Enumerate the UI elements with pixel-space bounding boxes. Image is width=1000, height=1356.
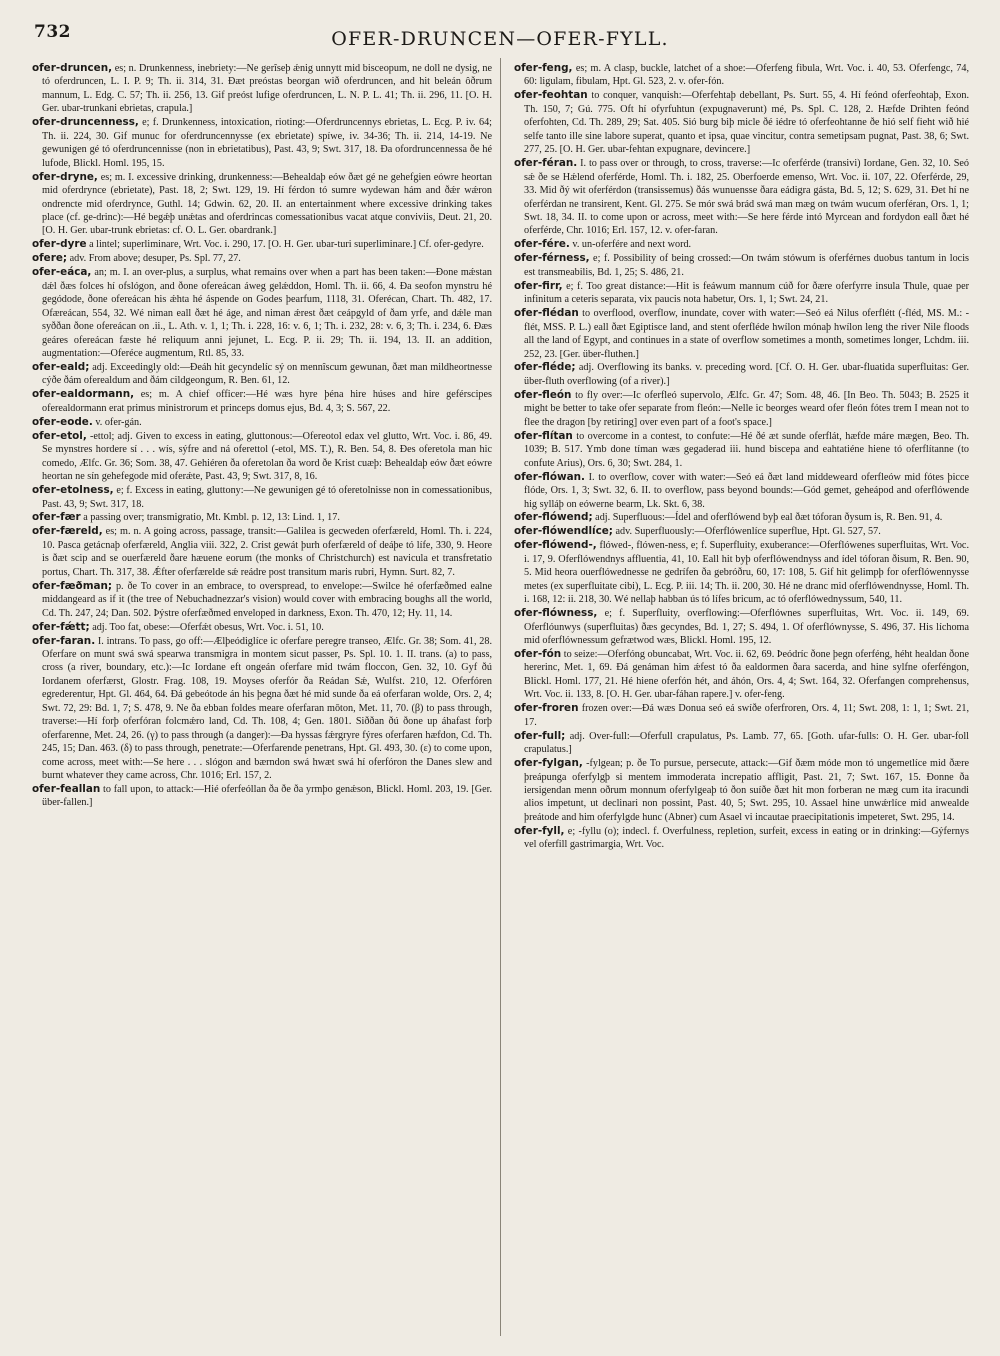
entry-headword: ofer-féran.: [514, 157, 578, 170]
dictionary-entry: [32, 238, 492, 251]
entry-definition: v. ofer-gán.: [92, 416, 142, 428]
running-title: OFER-DRUNCEN—OFER-FYLL.: [331, 28, 669, 50]
entry-definition: es; m. A chief officer:—Hé wæs hyre þéna hire húses and hire geférscipes oferealdormann erat primus ministrorum et princeps domus ejus, Bd. 4, 3; S. 567, 22.: [42, 389, 492, 414]
dictionary-entry: [514, 307, 969, 361]
dictionary-entry: [514, 62, 969, 89]
entry-headword: ofer-feohtan: [514, 89, 588, 102]
entry-headword: ofer-ealdormann,: [32, 388, 135, 401]
entry-headword: ofer-feallan: [32, 783, 101, 796]
dictionary-entry: [514, 511, 969, 524]
dictionary-entry: [32, 621, 492, 634]
entry-definition: v. un-oferfére and next word.: [569, 239, 692, 251]
entry-headword: ofer-flówend-,: [514, 539, 597, 552]
dictionary-entry: [32, 580, 492, 620]
page-number: 732: [34, 22, 71, 42]
dictionary-entry: [514, 280, 969, 307]
entry-definition: to seize:—Oferfóng obuncabat, Wrt. Voc. ii. 62, 69. Þeódríc ðone þegn oferféng, héht healdan ðone hererinc, Met. 1, 69. Ðá genáman him ǽfest tó ða ealdormen ðara sacerda, and hine sylfne oferféngon, Blickl. Homl. 177, 21. Hé hiene oferfón hét, and áhón, Ors. 4, 4; Swt. 164, 32. Oferfangen comprehensus, Wrt. Voc. ii. 133, 8. [O. H. Ger. ubar-fáhan rapere.] v. ofer-feng.: [524, 648, 969, 701]
entry-headword: ofer-flédan: [514, 307, 579, 320]
entry-headword: ofer-dyre: [32, 238, 87, 251]
entry-headword: ofer-faran.: [32, 634, 96, 647]
dictionary-entry: [32, 361, 492, 388]
entry-headword: ofer-fleón: [514, 388, 572, 401]
dictionary-entry: [32, 266, 492, 360]
entry-definition: to conquer, vanquish:—Oferfehtaþ debellant, Ps. Surt. 55, 4. Hí feónd oferfeohtaþ, Exon. Th. 150, 7; Gú. 775. Oft hí ofyrfuhtun (expugnaverunt) mé, Ps. Spl. C. 128, 2. Hæfde Drihten feónd oferfohten, Cd. Th. 289, 29; Sat. 405. Sió burg biþ micle ðé iédre tó oferfeohtanne ðe hió self fieht wið hié selfe tanto ille sine labore superat, quanto et ipsa, quae vincitur, contra semetipsam pugnat, Past. 38, 6; Swt. 277, 25. [O. H. Ger. ubar-fehtan expugnare, devincere.]: [524, 90, 969, 156]
entry-headword: ofer-flítan: [514, 429, 573, 442]
entry-definition: e; -fyllu (o); indecl. f. Overfulness, repletion, surfeit, excess in eating or in drinking:—Gýfernys vel oferfill gastrimargia, Wrt. Voc.: [524, 825, 969, 851]
dictionary-entry: [32, 484, 492, 511]
entry-headword: ofer-eáca,: [32, 266, 92, 279]
entry-definition: e; f. Excess in eating, gluttony:—Ne gewunigen gé tó oferetolnisse non in comessationibus, Past. 43, 9; Swt. 317, 18.: [42, 485, 492, 510]
dictionary-entry: [32, 171, 492, 238]
dictionary-entry: [32, 635, 492, 783]
dictionary-entry: [32, 252, 492, 265]
left-column: [32, 62, 492, 1340]
entry-definition: adj. Too fat, obese:—Oferfǽt obesus, Wrt. Voc. i. 51, 10.: [89, 621, 324, 633]
entry-definition: I. to overflow, cover with water:—Seó eá ðæt land middeweard oferfleów mid fótes þicce flóde, Ors. 1, 3; Swt. 32, 6. II. to overflow, pass beyond bounds:—Gód gemet, geheápod and oferflówende hig sylláþ on eówerne bearm, Lk. Skt. 6, 38.: [524, 471, 969, 510]
right-column: [514, 62, 969, 1340]
entry-headword: ofer-fléde;: [514, 361, 576, 374]
entry-headword: ofer-eode.: [32, 415, 93, 428]
dictionary-entry: [32, 430, 492, 484]
entry-definition: a passing over; transmigratio, Mt. Kmbl. p. 12, 13: Lind. 1, 17.: [80, 512, 340, 524]
entry-headword: ofer-full;: [514, 729, 566, 742]
entry-headword: ofer-férness,: [514, 252, 590, 265]
dictionary-entry: [514, 157, 969, 238]
entry-headword: ofer-firr,: [514, 279, 563, 292]
dictionary-entry: [514, 757, 969, 824]
dictionary-entry: [514, 607, 969, 647]
entry-headword: ofer-flówend;: [514, 511, 593, 524]
entry-definition: to overcome in a contest, to confute:—Hé ðé æt sunde oferflát, hæfde máre mægen, Beo. Th. 1039; B. 517. Ymb done tíman wæs gegaderad iii. hund biscepa and eahtatiéne hiene tó oferflítanne (to confute Arius), Ors. 6, 30; Swt. 284, 1.: [524, 430, 969, 469]
entry-headword: ofer-fyll,: [514, 824, 565, 837]
entry-definition: to overflood, overflow, inundate, cover with water:—Seó eá Nilus oferflétt (-fléd, MS. M.: -flét, MSS. P. L.) eall ðæt Egiptisce land, and stent oferfléde hwílon mónaþ hwílon leng the river Nile floods all the land of Egypt, and continues in a state of overflow sometimes a month, sometimes longer, Lchdm. iii. 252, 23. [Ger. über-fluthen.]: [524, 308, 969, 360]
entry-definition: es; m. I. excessive drinking, drunkenness:—Behealdaþ eów ðæt gé ne gehefgien eówre heortan mid oferdrynce (ebrietate), Past. 18, 2; Swt. 129, 19. Hí férdon tó sumre wydewan hám and ðǽr wǽron ondrencte mid oferdrynce, Guthl. 14; Gdwin. 62, 20. II. an entertainment where excessive drinking takes place (cf. ge-drinc):—Hé begǽþ unǽtas and oferdrincas comessationibus vacat atque conviviis, Deut. 21, 20. [O. H. Ger. ubar-trunk ebrietas: cf. O. L. Ger. obardrank.]: [42, 171, 492, 237]
entry-headword: ofer-etolness,: [32, 484, 114, 497]
entry-headword: ofere;: [32, 252, 68, 265]
dictionary-entry: [514, 525, 969, 538]
entry-definition: p. ðe To cover in an embrace, to overspread, to envelope:—Swilce hé oferfæðmed ealne middangeard as if it (the tree of Nebuchadnezzar's vision) would cover with embracing boughs all the world, Cd. Th. 247, 24; Dan. 502. Þýstre oferfæðmed enveloped in darkness, Exon. Th. 470, 12; Hy. 11, 14.: [42, 580, 492, 619]
entry-headword: ofer-flówendlíce;: [514, 525, 613, 538]
entry-definition: -ettol; adj. Given to excess in eating, gluttonous:—Ofereotol edax vel glutto, Wrt. Voc. i. 86, 49. Se mynstres hordere sí . . . wís, sýfre and ná oferettol (-etol, MS. T.), R. Ben. 54, 8. Ðes oferetola man hic comedo, Ælfc. Gr. 36; Som. 38, 47. Gehiéren ða oferetolan ða word ðe Krist cuæþ: Behealdaþ eów ðæt eówre heortan ne sín gehefegode mid oferǽte, Past. 43, 9; Swt. 317, 8, 16.: [42, 430, 492, 483]
entry-headword: ofer-flówan.: [514, 470, 585, 483]
entry-definition: e; f. Possibility of being crossed:—On twám stówum is oferférnes duobus tantum in locis est transmeabilis, Bd. 1, 25; S. 486, 21.: [524, 253, 969, 278]
dictionary-entry: [514, 730, 969, 757]
entry-definition: adj. Superfluous:—Ídel and oferflówend byþ eal ðæt tóforan ðysum is, R. Ben. 91, 4.: [592, 512, 943, 524]
entry-headword: ofer-eald;: [32, 360, 90, 373]
dictionary-entry: [514, 361, 969, 388]
entry-definition: to fly over:—Ic oferfleó supervolo, Ælfc. Gr. 47; Som. 48, 46. [In Beo. Th. 5043; B. 2525 it might be better to take ofer separate from fleón:—Nelle ic beorges weard ofer fleón fótes trem I mean not to flee the dragon [by retiring] over even part of a foot's space.]: [524, 389, 969, 428]
entry-definition: I. intrans. To pass, go off:—Ælþeódiglíce ic oferfare peregre transeo, Ælfc. Gr. 38; Som. 41, 28. Oferfare on munt swá swá spearwa transmigra in montem sicut passer, Ps. Spl. 10. 1. II. trans. (a) to pass, cross (a river, boundary, etc.):—Ic Iordane eft ongeán oferfare mid twám floccon, Gen. 32, 10. Gyf ðú Iordanem oferfærst, Glostr. Frag. 108, 19. Moyses oferfór ða Reádan Sǽ, Wulfst. 210, 12. Oferfóren egrederentur, Hpt. Gl. 464, 64. Ðá gebeótode án his þegna ðæt hé mid sunde ða eá oferfaran wolde, Ors. 2, 4; Swt. 72, 29: Bd. 1, 7; S. 478, 9. Ne ða ebban foldes meare oferfaran mōton, Met. 11, 70. (β) to pass through, traverse:—Hí forþ oferfóran folcmǽro land, Cd. Th. 108, 4; Gen. 1801. Siððan ðú ðone up áhafast forþ oferfarenne, Met. 24, 26. (γ) to pass through (a danger):—Ða hyssas fǽrgryre fýres oferfaren hæfdon, Cd. Th. 245, 15; Dan. 463. (δ) to pass through, penetrate:—Oferfarende penetrans, Hpt. Gl. 493, 30. (ε) to come upon, come across, meet with:—Se here . . . slógon and bærndon swá hwæt swá hí oferfóron the Danes slew and burnt whatever they came across, Chr. 1016; Erl. 157, 2.: [42, 635, 492, 782]
entry-headword: ofer-færeld,: [32, 525, 103, 538]
dictionary-entry: [514, 702, 969, 729]
column-divider: [500, 58, 501, 1336]
entry-headword: ofer-feng,: [514, 62, 573, 74]
dictionary-entry: [32, 416, 492, 429]
entry-definition: adj. Over-full:—Oferfull crapulatus, Ps. Lamb. 77, 65. [Goth. ufar-fulls: O. H. Ger. ubar-foll crapulatus.]: [524, 730, 969, 756]
entry-definition: frozen over:—Ðá wæs Donua seó eá swíðe oferfroren, Ors. 4, 11; Swt. 208, 1: 1, 1; Swt. 21, 17.: [524, 703, 969, 728]
dictionary-entry: [514, 389, 969, 429]
entry-headword: ofer-flówness,: [514, 607, 598, 620]
entry-definition: -fylgean; p. ðe To pursue, persecute, attack:—Gif ðæm móde mon tó ungemetlíce mid ðære þreápunga oferfylgþ si mentem immoderata increpatio affligit, Past. 21, 7; Swt. 167, 15. Ðonne ða iersigendan menn oðrum monnum oferfylgeaþ tó ðon suíðe ðæt hit mon forberan ne mæg cum ita iracundi alios impetunt, ut declinari non possint, Past. 40, 5; Swt. 295, 10. Assael hine unwǽrlíce mid anwealde þreátode and him oferfylgde hunc (Abner) cum Asael vi incautae praecipitationis impeteret, Swt. 295, 14.: [524, 758, 969, 823]
entry-definition: flówed-, flówen-ness, e; f. Superfluity, exuberance:—Oferflówenes superfluitas, Wrt. Voc. i. 17, 9. Oferflówendnys affluentia, 41, 10. Eall hit byþ oferflówendnyss and ídel tóforan ðisum, R. Ben. 90, 5. Mid heora ouerflówednesse ne gedrífen ða gebróðru, 60, 17: 108, 5. Gif hit gelimpþ for oferflówennysse metes (ex superfluitate cibi), L. Ecg. P. iii. 14; Th. ii. 200, 30. Hé ne dranc mid oferflówendnysse, Homl. Th. i. 168, 12: ii. 218, 30. Wé nellaþ habban ús tó lífes bricum, ac tó oferflówednyssum, 540, 11.: [524, 540, 969, 606]
entry-definition: es; m. A clasp, buckle, latchet of a shoe:—Oferfeng fibula, Wrt. Voc. i. 40, 53. Oferfengc, 74, 60: ligulam, fibulam, Hpt. Gl. 523, 2. v. ofer-fón.: [524, 63, 969, 88]
entry-definition: I. to pass over or through, to cross, traverse:—Ic oferférde (transivi) Iordane, Gen. 32, 10. Seó sǽ ðe se Hǽlend oferférde, Homl. Th. i. 182, 25. Oberfoerde emenso, Wrt. Voc. ii. 107, 22. Oferférde, 29, 33. Mid ðý wit oferférdon (transissemus) ðás wunuensse ðara eádigra gásta, Bd. 5, 12; S. 629, 31. Ðet hí ne oferférdan ne transirent, Kent. Gl. 275. Se mór swá brád swá man mæg on twám wucum oferféran, Ors. 1, 1; Swt. 18, 34. II. to come upon or across, meet with:—Se here férde intó Myrcean and fordydon eall ðæt hé oferférde, Chr. 1016; Erl. 157, 12. v. ofer-faran.: [524, 158, 969, 237]
entry-definition: to fall upon, to attack:—Hié oferfeóllan ða ðe ða yrmþo genǽson, Blickl. Homl. 203, 19. [Ger. über-fallen.]: [42, 784, 492, 809]
entry-definition: es; n. Drunkenness, inebriety:—Ne gerîseþ ǽnig unnytt mid bisceopum, ne doll ne dysig, ne tó oferdruncen, L. I. P. 9; Th. ii. 314, 31. Ðæt preóstas beorgan wið oferdruncen, and hit beleán ôðrum mannum, L. Edg. C. 57; Th. ii. 256, 13. Gif preóst lufige oferdruncen, L. N. P. L. 41; Th. ii. 296, 11. [O. H. Ger. ubar-trunkani ebrietas, crapula.]: [42, 63, 492, 115]
entry-headword: ofer-fær: [32, 511, 81, 524]
entry-headword: ofer-dryne,: [32, 170, 98, 183]
dictionary-entry: [514, 238, 969, 251]
entry-headword: ofer-fére.: [514, 238, 570, 251]
dictionary-entry: [514, 825, 969, 852]
entry-definition: adj. Overflowing its banks. v. preceding word. [Cf. O. H. Ger. ubar-fluatida superfluitas: Ger. über-fluth overflowing (of a river).]: [524, 362, 969, 387]
entry-headword: ofer-druncen,: [32, 62, 113, 74]
entry-headword: ofer-druncenness,: [32, 116, 139, 129]
dictionary-entry: [32, 511, 492, 524]
entry-headword: ofer-fǽtt;: [32, 620, 90, 633]
dictionary-entry: [32, 116, 492, 170]
dictionary-entry: [514, 89, 969, 156]
entry-definition: adj. Exceedingly old:—Ðeáh hit gecyndelíc sý on mennîscum gewunan, ðæt man mildheortnesse cýðe ðám oferealdum and ðám cildgeongum, R. Ben. 61, 12.: [42, 361, 492, 387]
entry-definition: e; f. Drunkenness, intoxication, rioting:—Oferdruncennys ebrietas, L. Ecg. P. iv. 64; Th. ii. 224, 30. Gif munuc for oferdruncennysse (ex ebrietate) spíwe, iv. 34-36; Th. ii. 214, 14-19. Ne gewunigen gé tó oferdruncennisse (non in ebrietatibus), Past. 43, 9; Swt. 317, 18. Ða ofordruncennessa ðe hé lufode, Blickl. Homl. 195, 15.: [42, 117, 492, 169]
dictionary-entry: [514, 430, 969, 470]
dictionary-entry: [514, 648, 969, 702]
dictionary-entry: [32, 783, 492, 810]
entry-definition: e; f. Superfluity, overflowing:—Oferflównes superfluitas, Wrt. Voc. ii. 149, 69. Oferflóunwys (superfluitas) ðæs gecyndes, Bd. 1, 27; S. 494, 1. Of oferflównysse, S. 496, 37. His líchoma mid oferflównessum gefrætwod wæs, Blickl. Homl. 195, 12.: [524, 608, 969, 647]
entry-headword: ofer-etol,: [32, 429, 87, 442]
entry-definition: es; m. n. A going across, passage, transit:—Galilea is gecweden oferfæreld, Homl. Th. i. 224, 10. Pasca getácnaþ oferfæreld, Anglia viii. 322, 2. Crist gewát þurh oferfæreld of deáþe tó lífe, 330, 9. Heore is ðæt scip and se ouerfæreld ðare hæuene eorum (the monks of Christchurch) est navicula et transfretatio portus, Chart. Th. 317, 38. Ǽfter oferfærelde sǽ reádre post transitum maris rubri, Hymn. Surt. 82, 7.: [42, 526, 492, 578]
dictionary-entry: [514, 539, 969, 606]
dictionary-entry: [32, 525, 492, 579]
entry-headword: ofer-froren: [514, 702, 579, 715]
entry-headword: ofer-fæðman;: [32, 579, 113, 592]
dictionary-entry: [32, 388, 492, 415]
entry-headword: ofer-fylgan,: [514, 757, 583, 770]
entry-headword: ofer-fón: [514, 647, 562, 660]
entry-definition: an; m. I. an over-plus, a surplus, what remains over when a part has been taken:—Ðone mǽstan dǽl ðæs folces hí ofslógon, and ðone ofereácan áweg gelǽddon, Homl. Th. ii. 66, 4. Ða seofon mynstru hé gegódode, ðone ofereácan his ǽhta hé áspende on Godes þearfum, 1118, 31. Oferécan, Chart. Th. 482, 17. Ofæreácan, 554, 32. Wé niman eall ðæt hé áge, and niman ǽrest ðæt ceápgyld of ðam yrfe, and dǽle man syððan ðone ofereácan on .ii., L. Ath. v. 1, 1; Th. i. 228, 16: v. 6, 1; Th. i. 232, 28: v. 6, 3; Th. i. 234, 6. Ðæs geáres ofereácan fæste hé reliquum anni jejunet, L. Ecg. P. ii. 29; Th. ii. 194, 13. II. an addition, augmentation:—Oferéce augmentum, Rtl. 85, 33.: [42, 267, 492, 360]
entry-definition: e; f. Too great distance:—Hit is feáwum mannum cúð for ðære oferfyrre insula Thule, quae per infinitum a ceteris separata, vix paucis nota habetur, Ors. 1, 1; Swt. 24, 21.: [524, 280, 969, 306]
entry-definition: a lintel; superliminare, Wrt. Voc. i. 290, 17. [O. H. Ger. ubar-turi superliminare.] Cf. ofer-gedyre.: [86, 239, 484, 251]
dictionary-entry: [514, 252, 969, 279]
dictionary-entry: [514, 471, 969, 511]
entry-definition: adv. Superfluously:—Oferflówenlíce superflue, Hpt. Gl. 527, 57.: [612, 526, 881, 538]
dictionary-entry: [32, 62, 492, 116]
entry-definition: adv. From above; desuper, Ps. Spl. 77, 27.: [67, 253, 241, 265]
